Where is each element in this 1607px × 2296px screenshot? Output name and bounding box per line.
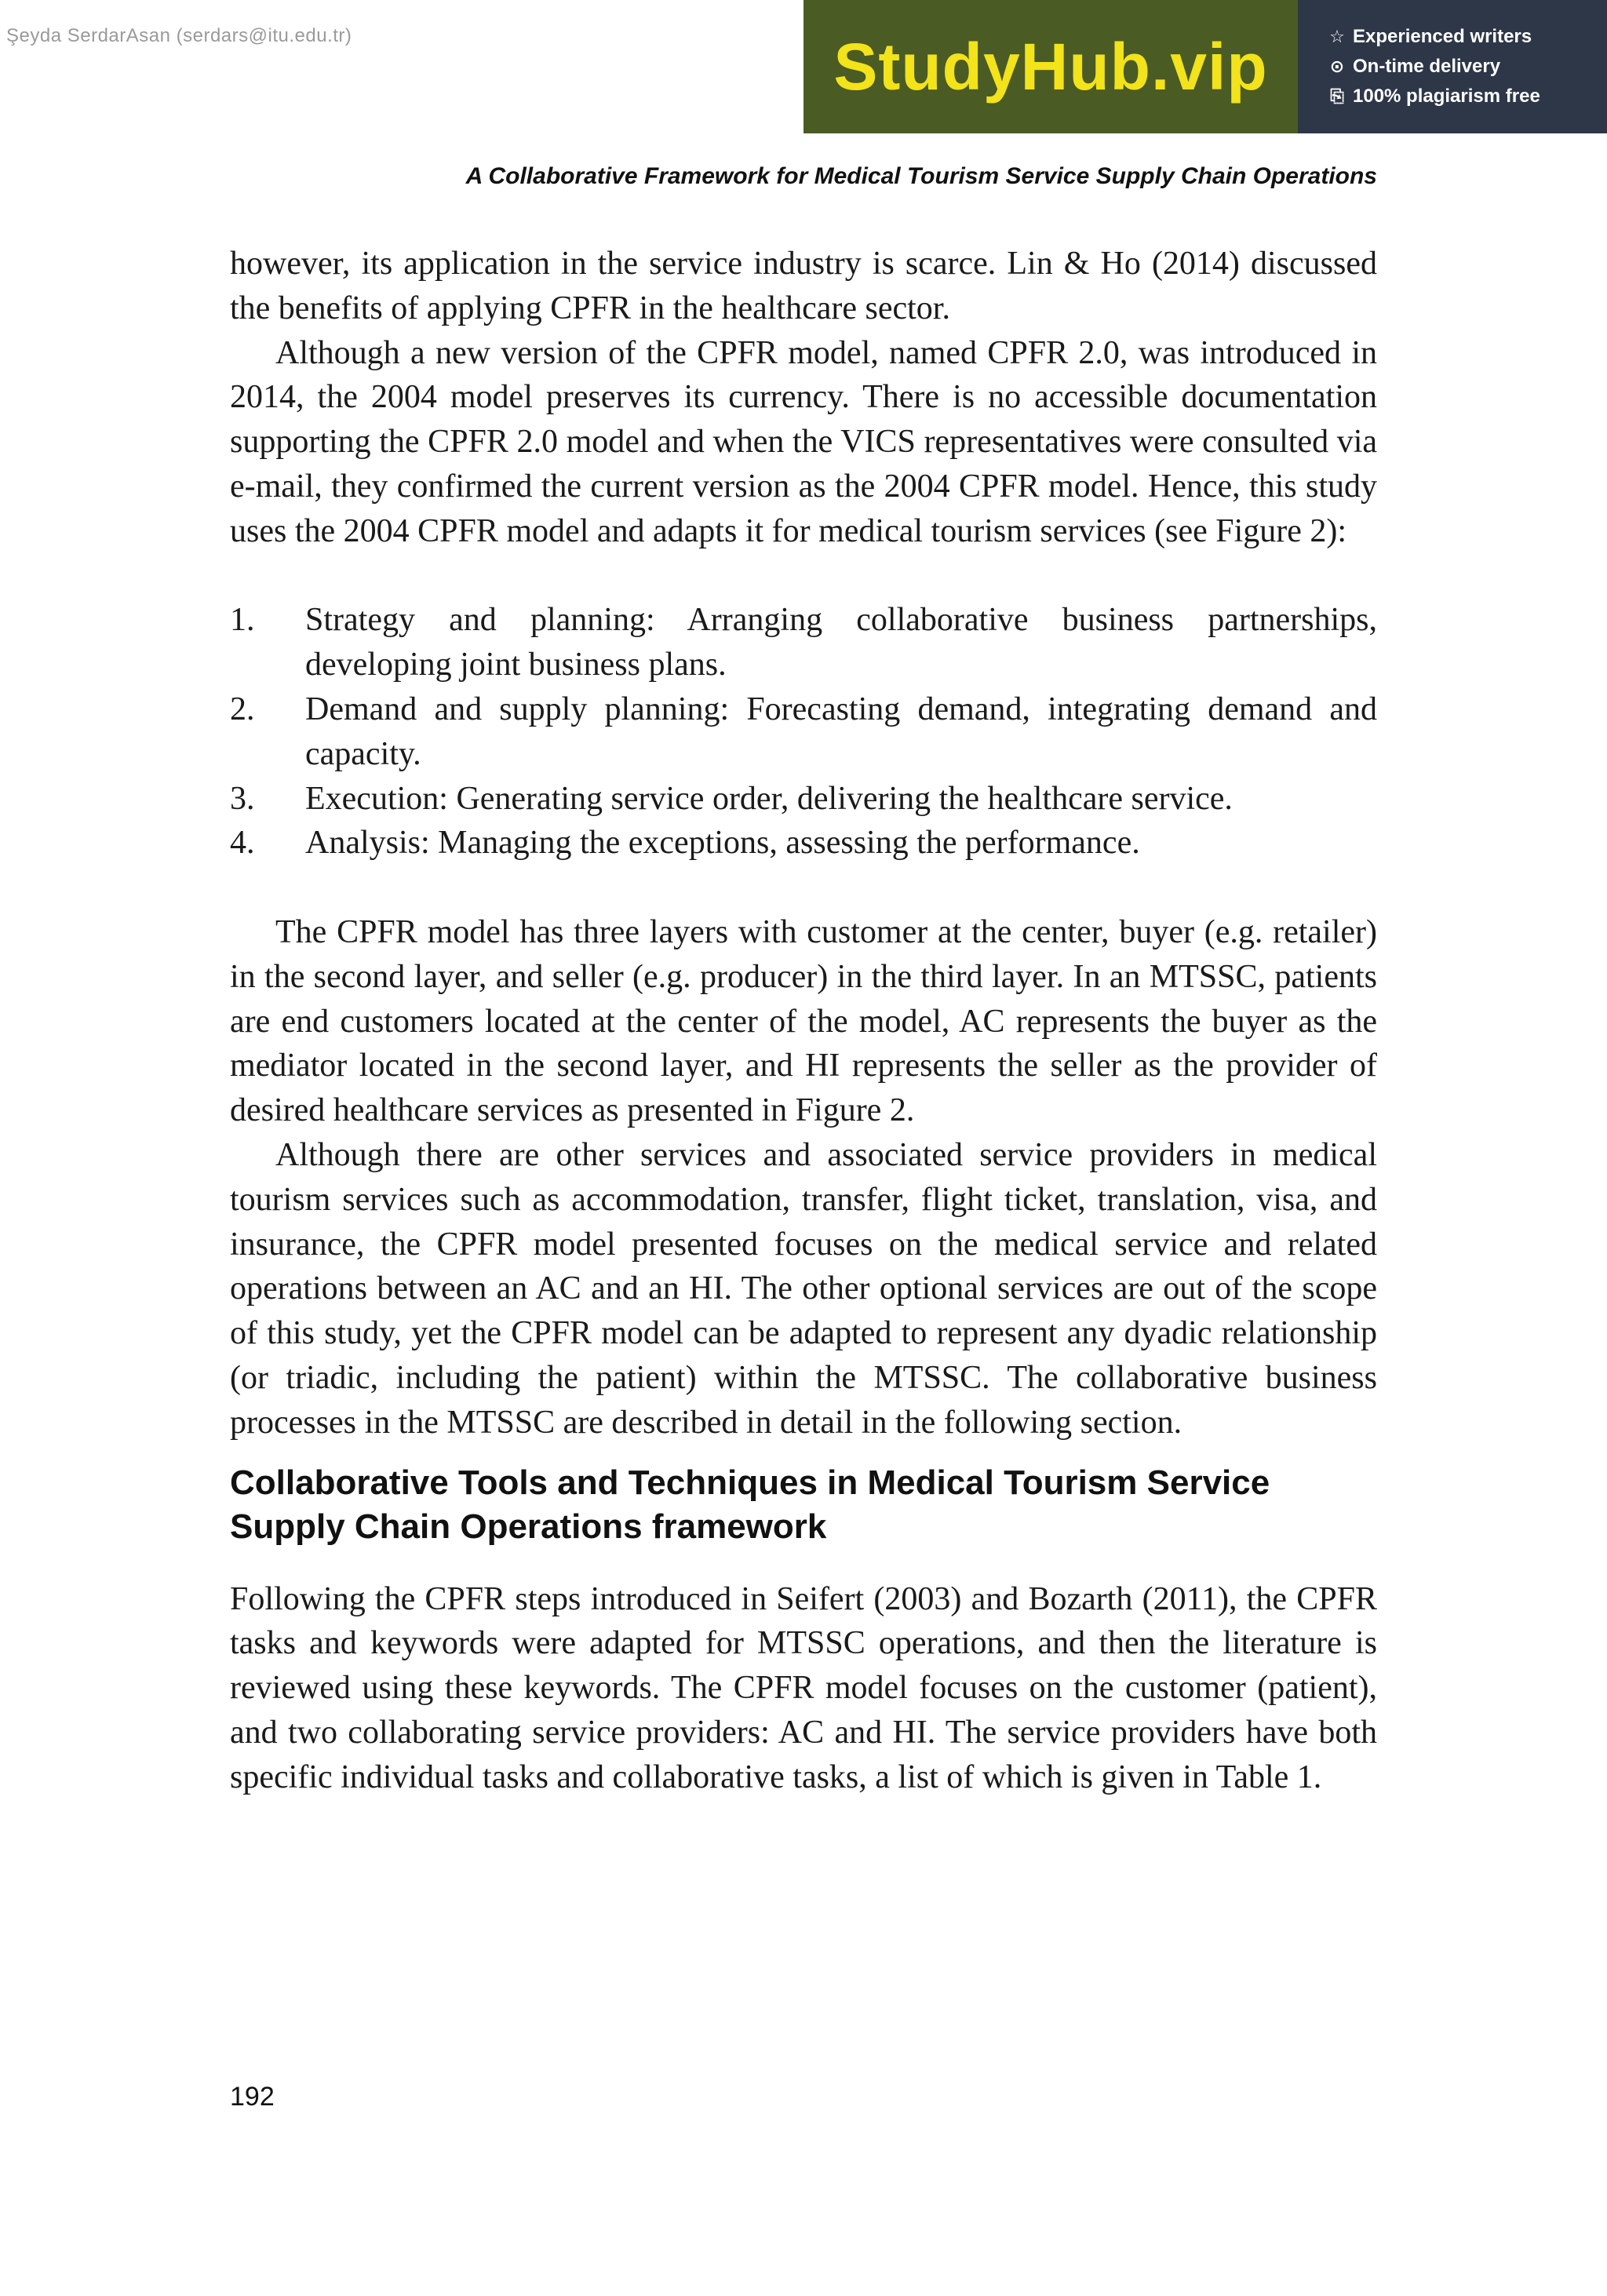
body-paragraph: Although a new version of the CPFR model, named CPFR 2.0, was introduced in 2014, the 2004 model preserves its currency. There is no accessible documentation supporting the CPFR 2.0 model and when the VICS representatives were consulted via e-mail, they confirmed the current version as the 2004 CPFR model. Hence, this study uses the 2004 CPFR model and adapts it for medical tourism services (see Figure 2): [230,334,1377,549]
section-heading: Collaborative Tools and Techniques in Medical Tourism Service Supply Chain Operations framework [230,1463,1270,1546]
paragraph-spacer [230,554,1377,599]
list-item [230,777,1377,822]
feature-plagiarism-free [1328,86,1607,108]
body-paragraph: Following the CPFR steps introduced in Seifert (2003) and Bozarth (2011), the CPFR tasks and keywords were adapted for MTSSC operations, and then the literature is reviewed using these keywords. The CPFR model focuses on the customer (patient), and two collaborating service providers: AC and HI. The service providers have both specific individual tasks and collaborative tasks, a list of which is given in Table 1. [230,1580,1377,1795]
list-item-number: 4. [230,825,255,862]
clock-icon: ⊙ [1329,56,1345,76]
body-paragraph: however, its application in the service industry is scarce. Lin & Ho (2014) discussed the benefits of applying CPFR in the healthcare sector. [230,246,1377,326]
banner-features [1298,0,1607,133]
banner-logo-box [804,0,1298,133]
body-paragraph: The CPFR model has three layers with customer at the center, buyer (e.g. retailer) in the second layer, and seller (e.g. producer) in the third layer. In an MTSSC, patients are end customers located at the center of the model, AC represents the buyer as the mediator located in the second layer, and HI represents the seller as the provider of desired healthcare services as presented in Figure 2. [230,913,1377,1129]
list-item-text: Analysis: Managing the exceptions, assessing the performance. [305,825,1140,862]
list-item-number: 2. [230,691,255,727]
paragraph-spacer [230,866,1377,910]
running-head: A Collaborative Framework for Medical Tourism Service Supply Chain Operations [465,163,1377,189]
list-item-number: 3. [230,780,255,817]
list-item-text: Demand and supply planning: Forecasting demand, integrating demand and capacity. [305,691,1377,772]
star-icon: ☆ [1329,27,1345,46]
feature-experienced-writers [1328,26,1607,48]
list-item-text: Strategy and planning: Arranging collaborative business partnerships, developing joint business plans. [305,602,1377,683]
feature-label: On-time delivery [1353,56,1501,77]
document-check-icon: ⎘ [1330,86,1344,106]
list-item-text: Execution: Generating service order, delivering the healthcare service. [305,780,1233,817]
list-item [230,821,1377,866]
cpfr-steps-list [230,598,1377,866]
author-watermark: Şeyda SerdarAsan (serdars@itu.edu.tr) [6,25,352,46]
studyhub-logo: StudyHub.vip [833,29,1268,104]
list-item-number: 1. [230,602,255,639]
page-number: 192 [230,2082,275,2112]
list-item [230,687,1377,777]
page-body [230,242,1377,1800]
feature-label: 100% plagiarism free [1353,86,1540,107]
body-paragraph: Although there are other services and associated service providers in medical tourism services such as accommodation, transfer, flight ticket, translation, visa, and insurance, the CPFR model presented focuses on the medical service and related operations between an AC and an HI. The other optional services are out of the scope of this study, yet the CPFR model can be adapted to represent any dyadic relationship (or triadic, including the patient) within the MTSSC. The collaborative business processes in the MTSSC are described in detail in the following section. [230,1136,1377,1441]
feature-label: Experienced writers [1353,26,1532,47]
feature-on-time-delivery [1328,56,1607,78]
list-item [230,598,1377,687]
studyhub-banner[interactable] [804,0,1607,133]
